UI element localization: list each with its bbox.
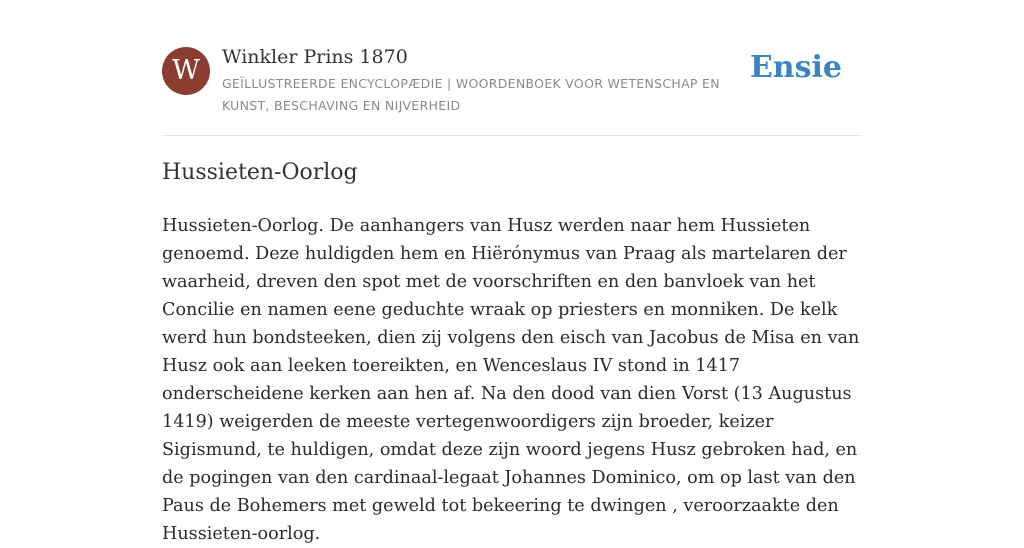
source-title[interactable]: Winkler Prins 1870 [222,46,408,68]
article-title: Hussieten-Oorlog [162,160,358,185]
source-header [162,46,862,116]
header-divider [162,135,862,136]
source-avatar[interactable]: W [162,47,210,95]
source-subtitle: GEÏLLUSTREERDE ENCYCLOPÆDIE | WOORDENBOEK VOOR WETENSCHAP EN KUNST, BESCHAVING EN NIJVERHEID [222,76,720,113]
article-body: Hussieten-Oorlog. De aanhangers van Husz werden naar hem Hussieten genoemd. Deze huldigden hem en Hiërónymus van Praag als martelaren der waarheid, dreven den spot met de voorschriften en den banvloek van het Concilie en namen eene geduchte wraak op priesters en monniken. De kelk werd hun bondsteeken, dien zij volgens den eisch van Jacobus de Misa en van Husz ook aan leeken toereikten, en Wenceslaus IV stond in 1417 onderscheidene kerken aan hen af. Na den dood van dien Vorst (13 Augustus 1419) weigerden de meeste vertegenwoordigers zijn broeder, keizer Sigismund, te huldigen, omdat deze zijn woord jegens Husz gebroken had, en de pogingen van den cardinaal-legaat Johannes Dominico, om op last van den Paus de Bohemers met geweld tot bekeering te dwingen , veroorzaakte den Hussieten-oorlog. [162,216,860,544]
ensie-logo[interactable]: Ensie [749,50,842,85]
